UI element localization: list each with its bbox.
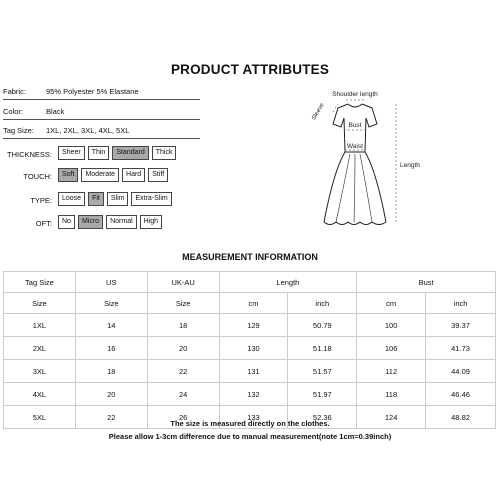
cell: 48.82 — [426, 406, 496, 429]
header-cell: Length — [219, 272, 357, 293]
option-fit-selected: Fit — [88, 192, 104, 206]
subheader-cell: cm — [219, 293, 288, 314]
length-label: Length — [400, 162, 420, 169]
cell: 133 — [219, 406, 288, 429]
attr-value: 1XL, 2XL, 3XL, 4XL, 5XL — [46, 126, 130, 135]
cell: 16 — [75, 337, 147, 360]
oft-options — [58, 215, 162, 229]
type-options — [58, 192, 172, 206]
measurement-table — [3, 271, 496, 429]
cell: 41.73 — [426, 337, 496, 360]
table-row — [4, 360, 496, 383]
cell: 18 — [75, 360, 147, 383]
thickness-label: THICKNESS: — [6, 150, 52, 159]
attr-value: Black — [46, 107, 65, 116]
touch-label: TOUCH: — [23, 172, 52, 181]
table-row — [4, 383, 496, 406]
page-title: PRODUCT ATTRIBUTES — [170, 62, 330, 77]
cell: 46.46 — [426, 383, 496, 406]
thickness-options — [58, 146, 176, 160]
subheader-cell: Size — [4, 293, 76, 314]
option-sheer: Sheer — [58, 146, 85, 160]
attr-label: Color: — [3, 107, 24, 116]
shoulder-length-label: Shoulder length — [332, 91, 378, 98]
cell: 22 — [147, 360, 219, 383]
subheader-cell: Size — [147, 293, 219, 314]
cell: 51.18 — [288, 337, 357, 360]
measurement-title: MEASUREMENT INFORMATION — [182, 252, 318, 262]
cell: 129 — [219, 314, 288, 337]
cell: 130 — [219, 337, 288, 360]
option-thick: Thick — [152, 146, 177, 160]
note-difference: Please allow 1-3cm difference due to manual measurement(note 1cm=0.39inch) — [108, 432, 392, 441]
table-row — [4, 337, 496, 360]
bust-label: Bust — [348, 122, 362, 129]
dress-diagram — [300, 90, 420, 250]
cell: 4XL — [4, 383, 76, 406]
option-loose: Loose — [58, 192, 85, 206]
waist-label: Waist — [346, 143, 364, 150]
option-normal: Normal — [106, 215, 137, 229]
divider — [3, 119, 200, 120]
cell: 51.97 — [288, 383, 357, 406]
cell: 112 — [357, 360, 426, 383]
cell: 52.36 — [288, 406, 357, 429]
type-label: TYPE: — [30, 196, 52, 205]
cell: 1XL — [4, 314, 76, 337]
cell: 132 — [219, 383, 288, 406]
touch-options — [58, 168, 168, 182]
cell: 14 — [75, 314, 147, 337]
option-stiff: Stiff — [148, 168, 168, 182]
measure-lines — [333, 100, 396, 224]
note-measured: The size is measured directly on the clothes. — [170, 419, 330, 428]
cell: 100 — [357, 314, 426, 337]
option-soft-selected: Soft — [58, 168, 78, 182]
cell: 3XL — [4, 360, 76, 383]
table-subheader-row — [4, 293, 496, 314]
option-slim: Slim — [107, 192, 129, 206]
table-row — [4, 314, 496, 337]
cell: 118 — [357, 383, 426, 406]
attr-label: Fabric: — [3, 87, 26, 96]
option-hard: Hard — [122, 168, 145, 182]
cell: 24 — [147, 383, 219, 406]
option-moderate: Moderate — [81, 168, 119, 182]
cell: 20 — [147, 337, 219, 360]
sleeve-label: Sleeve — [311, 102, 326, 122]
cell: 5XL — [4, 406, 76, 429]
header-cell: US — [75, 272, 147, 293]
divider — [3, 138, 200, 139]
subheader-cell: inch — [288, 293, 357, 314]
header-cell: Tag Size — [4, 272, 76, 293]
divider — [3, 99, 200, 100]
option-micro-selected: Micro — [78, 215, 103, 229]
cell: 50.79 — [288, 314, 357, 337]
subheader-cell: Size — [75, 293, 147, 314]
header-cell: UK-AU — [147, 272, 219, 293]
cell: 26 — [147, 406, 219, 429]
oft-label: OFT: — [35, 219, 52, 228]
cell: 20 — [75, 383, 147, 406]
subheader-cell: inch — [426, 293, 496, 314]
table-header-row — [4, 272, 496, 293]
cell: 131 — [219, 360, 288, 383]
cell: 22 — [75, 406, 147, 429]
cell: 106 — [357, 337, 426, 360]
option-standard-selected: Standard — [112, 146, 148, 160]
header-cell: Bust — [357, 272, 496, 293]
cell: 18 — [147, 314, 219, 337]
cell: 2XL — [4, 337, 76, 360]
cell: 51.57 — [288, 360, 357, 383]
cell: 44.09 — [426, 360, 496, 383]
option-extra-slim: Extra-Slim — [131, 192, 171, 206]
attr-value: 95% Polyester 5% Elastane — [46, 87, 139, 96]
option-high: High — [140, 215, 162, 229]
attr-label: Tag Size: — [3, 126, 34, 135]
cell: 124 — [357, 406, 426, 429]
cell: 39.37 — [426, 314, 496, 337]
option-thin: Thin — [88, 146, 110, 160]
option-no: No — [58, 215, 75, 229]
subheader-cell: cm — [357, 293, 426, 314]
